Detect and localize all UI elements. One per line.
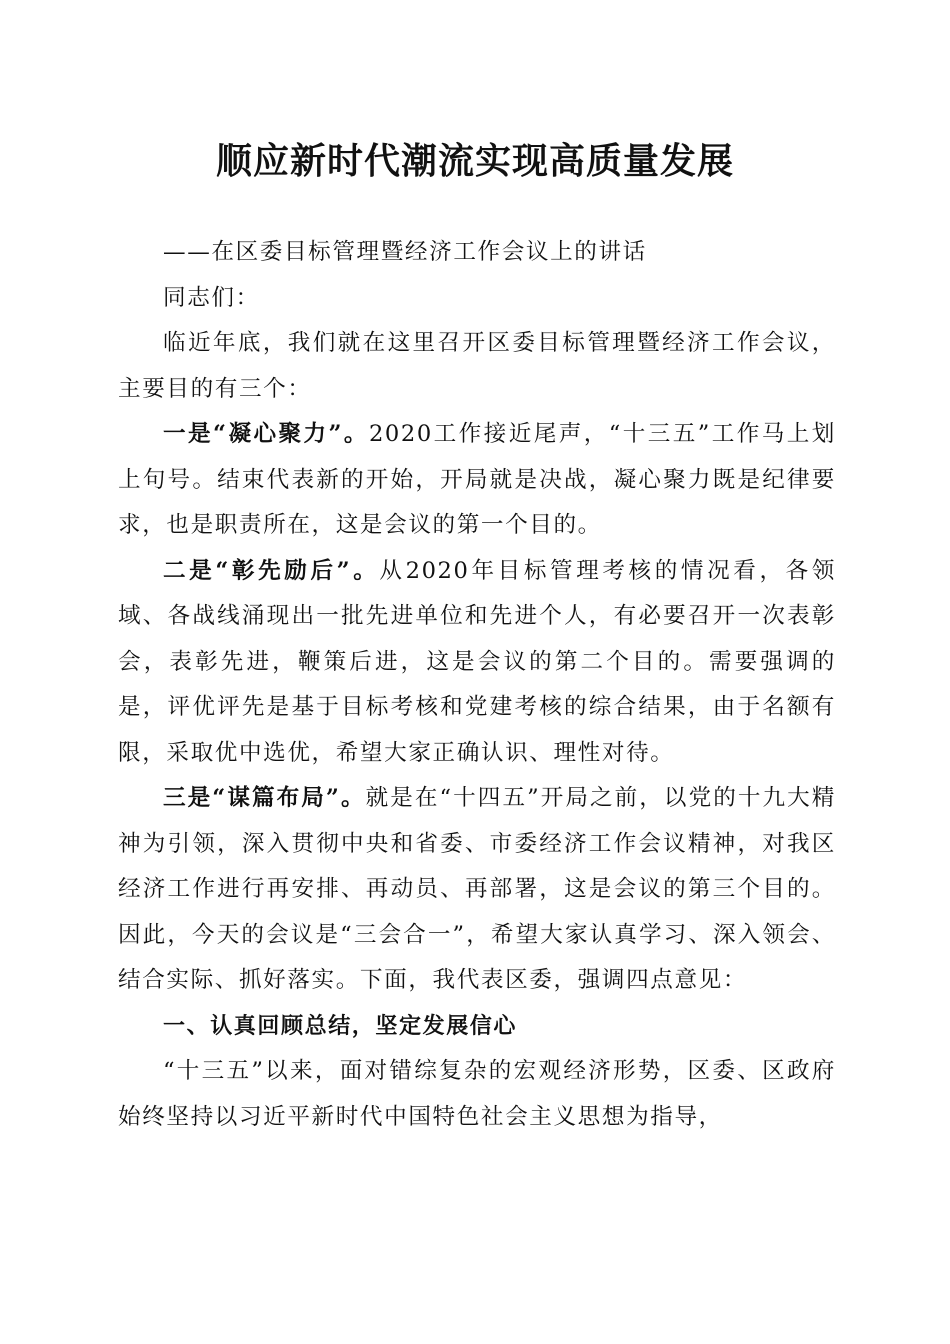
point-3-paragraph [118,776,836,1004]
salutation: 同志们： [163,284,260,311]
point-2-text: 从2020年目标管理考核的情况看，各领域、各战线涌现出一批先进单位和先进个人，有必要召开一次表彰会，表彰先进，鞭策后进，这是会议的第二个目的。需要强调的是，评优评先是基于目标考核和党建考核的综合结果，由于名额有限，采取优中选优，希望大家正确认识、理性对待。 [118,557,836,766]
point-2-paragraph [118,549,836,777]
point-1-paragraph [118,412,836,549]
section-1-heading: 一、认真回顾总结，坚定发展信心 [163,1013,518,1039]
point-1-text: 2020工作接近尾声，“十三五”工作马上划上句号。结束代表新的开始，开局就是决战，凝心聚力既是纪律要求，也是职责所在，这是会议的第一个目的。 [118,421,836,538]
subtitle: ——在区委目标管理暨经济工作会议上的讲话 [163,239,647,265]
section-1-paragraph: “十三五”以来，面对错综复杂的宏观经济形势，区委、区政府始终坚持以习近平新时代中国特色社会主义思想为指导， [118,1058,836,1130]
point-3-text: 就是在“十四五”开局之前，以党的十九大精神为引领，深入贯彻中央和省委、市委经济工作会议精神，对我区经济工作进行再安排、再动员、再部署，这是会议的第三个目的。因此，今天的会议是“三会合一”，希望大家认真学习、深入领会、结合实际、抓好落实。下面，我代表区委，强调四点意见： [118,785,836,993]
point-2-lead: 二是“彰先励后”。 [163,557,380,584]
point-3-lead: 三是“谋篇布局”。 [163,785,366,811]
point-1-lead: 一是“凝心聚力”。 [163,421,369,447]
intro-paragraph: 临近年底，我们就在这里召开区委目标管理暨经济工作会议，主要目的有三个： [118,330,836,402]
document-title: 顺应新时代潮流实现高质量发展 [215,140,734,182]
document-body [118,230,836,1140]
